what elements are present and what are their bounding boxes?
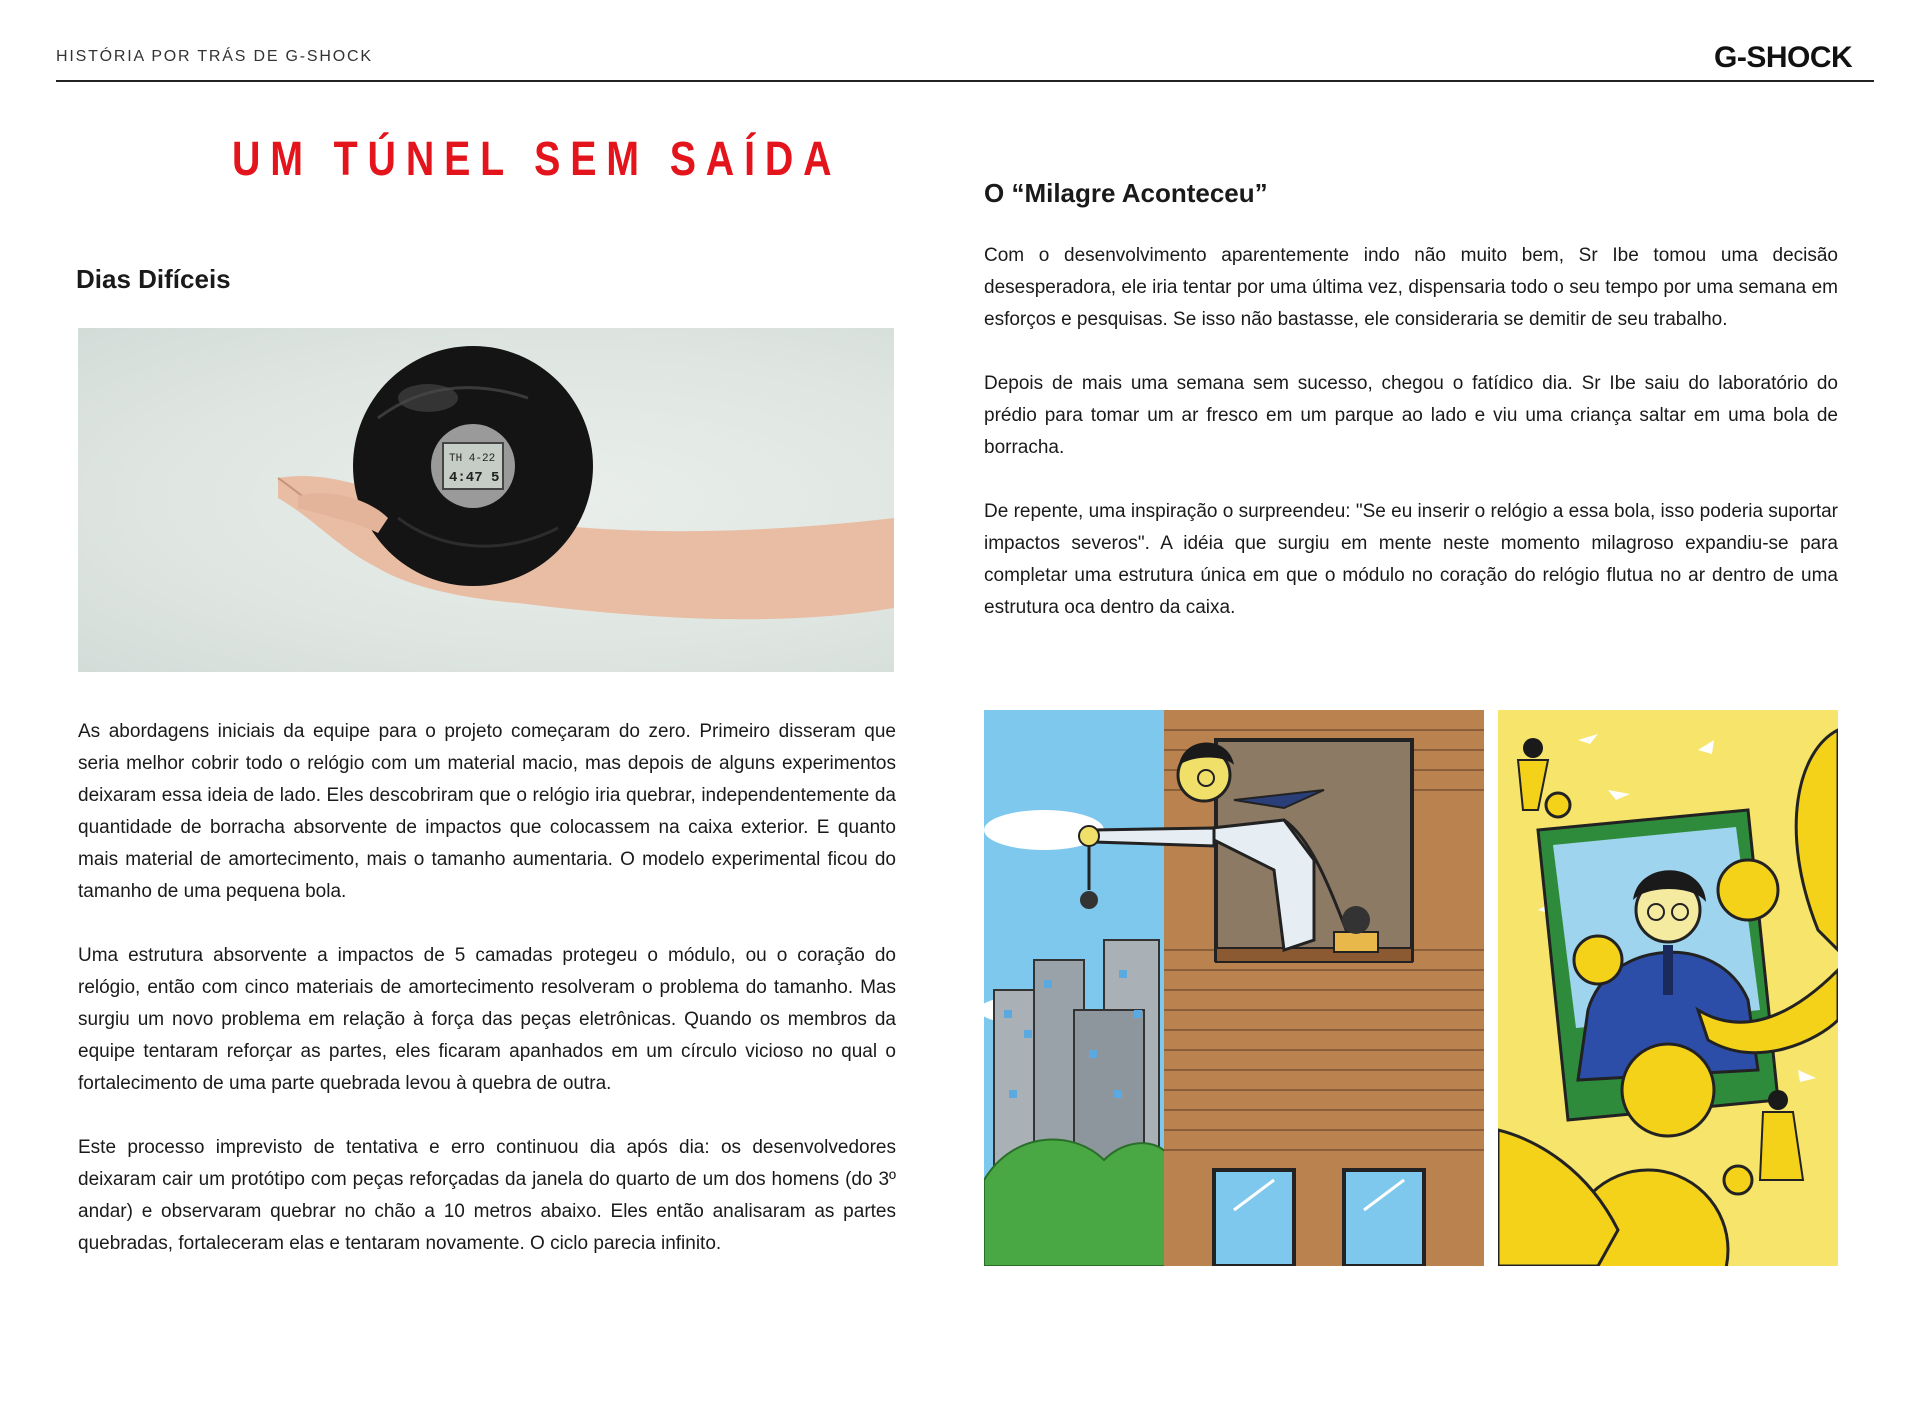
page-title: UM TÚNEL SEM SAÍDA	[232, 133, 842, 186]
paragraph: Este processo imprevisto de tentativa e erro continuou dia após dia: os desenvolvedores deixaram cair um protótipo com peças reforçadas da janela do quarto de um dos homens (do 3º andar) e observaram quebrar no chão a 10 metros abaixo. Eles então analisaram as partes quebradas, fortaleceram elas e tentaram novamente. O ciclo parecia infinito.	[78, 1137, 896, 1254]
paragraph: Depois de mais uma semana sem sucesso, chegou o fatídico dia. Sr Ibe saiu do laboratório do prédio para tomar um ar fresco em um parque ao lado e viu uma criança saltar em uma bola de borracha.	[984, 373, 1838, 458]
header-divider	[56, 80, 1874, 82]
watch-ball-photo	[78, 328, 894, 672]
window-drop-illustration	[984, 710, 1484, 1266]
section-heading-dias-dificeis: Dias Difíceis	[76, 264, 231, 294]
paragraph: De repente, uma inspiração o surpreendeu: "Se eu inserir o relógio a essa bola, isso poderia suportar impactos severos". A idéia que surgiu em mente neste momento milagroso expandiu-se para completar uma estrutura única em que o módulo no coração do relógio flutua no ar dentro de uma estrutura oca dentro da caixa.	[984, 501, 1838, 618]
right-article-text	[984, 240, 1838, 656]
left-article-text	[78, 716, 896, 1292]
watch-display-time: 4:47 5	[449, 470, 500, 486]
section-label: HISTÓRIA POR TRÁS DE G-SHOCK	[56, 48, 373, 65]
bouncing-ball-illustration	[1498, 710, 1838, 1266]
watch-display-top: TH 4-22	[449, 453, 496, 465]
g-shock-logo	[1714, 40, 1874, 72]
svg-text:G-SHOCK: G-SHOCK	[1714, 41, 1853, 72]
paragraph: Uma estrutura absorvente a impactos de 5 camadas protegeu o módulo, ou o coração do relógio, então com cinco materiais de amortecimento resolveram o problema do tamanho. Mas surgiu um novo problema em relação à força das peças eletrônicas. Quando os membros da equipe tentaram reforçar as partes, eles ficaram apanhados em um círculo vicioso no qual o fortalecimento de uma parte quebrada levou à quebra de outra.	[78, 945, 896, 1094]
paragraph: Com o desenvolvimento aparentemente indo não muito bem, Sr Ibe tomou uma decisão desesperadora, ele iria tentar por uma última vez, dispensaria todo o seu tempo por uma semana em esforços e pesquisas. Se isso não bastasse, ele consideraria se demitir de seu trabalho.	[984, 245, 1838, 330]
paragraph: As abordagens iniciais da equipe para o projeto começaram do zero. Primeiro disseram que seria melhor cobrir todo o relógio com um material macio, mas depois de alguns experimentos deixaram essa ideia de lado. Eles descobriram que o relógio iria quebrar, independentemente da quantidade de borracha absorvente de impactos que colocassem na caixa exterior. E quanto mais material de amortecimento, mais o tamanho aumentaria. O modelo experimental ficou do tamanho de uma pequena bola.	[78, 721, 896, 902]
section-heading-milagre: O “Milagre Aconteceu”	[984, 178, 1268, 208]
